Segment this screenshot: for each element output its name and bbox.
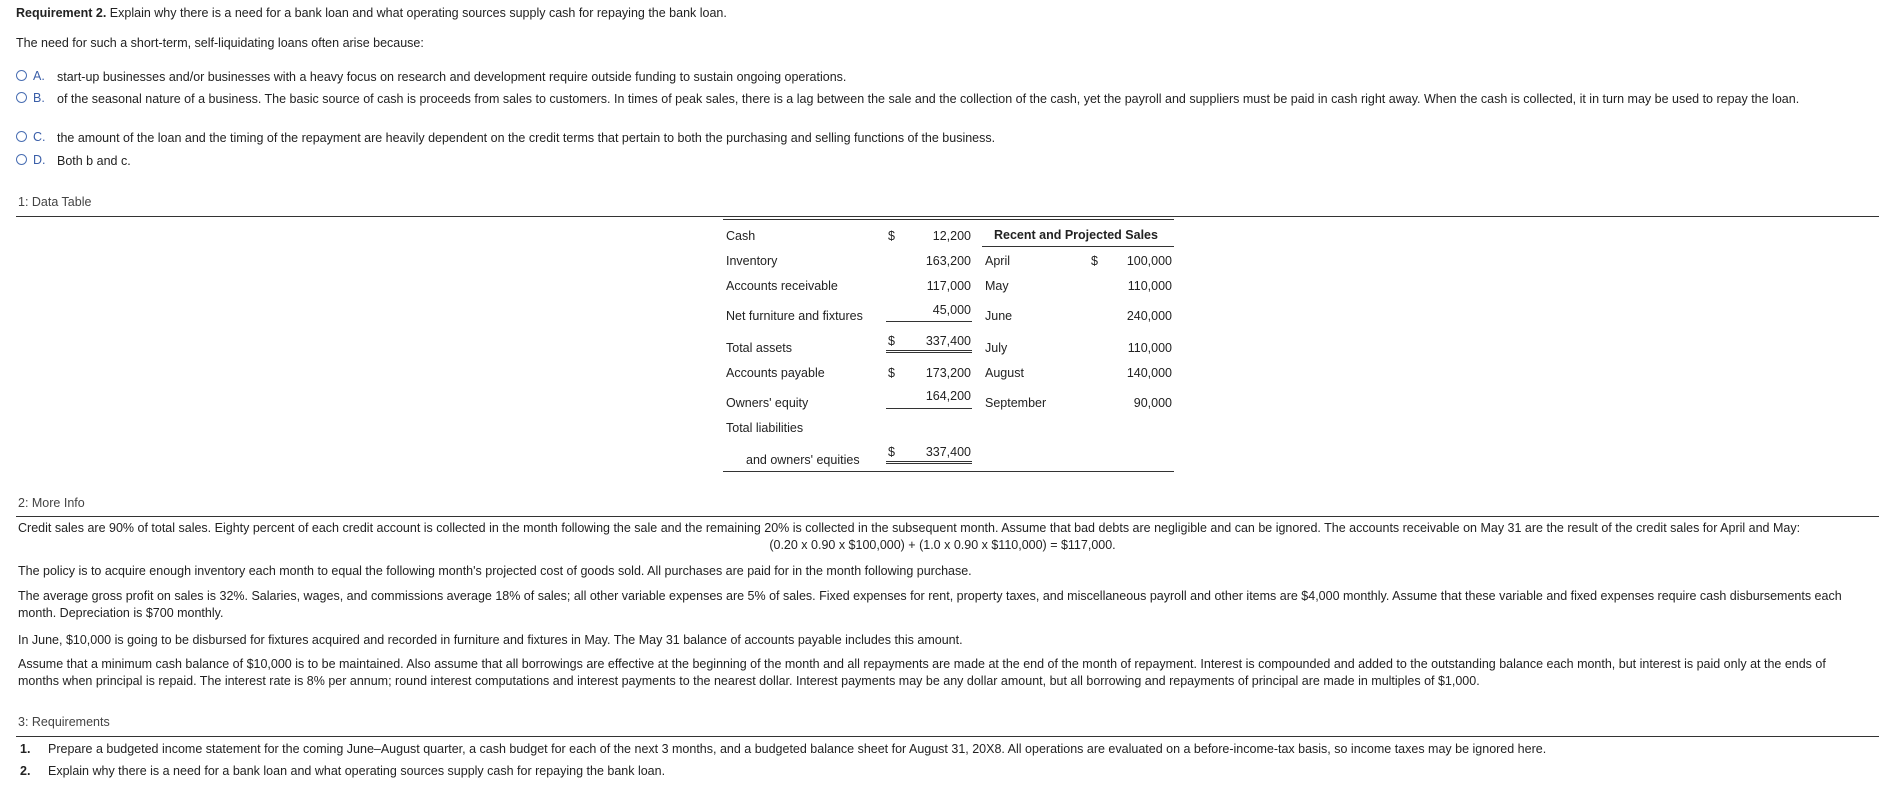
sales-month: July <box>985 341 1008 355</box>
requirement-item <box>20 764 665 778</box>
balance-label: Accounts payable <box>726 366 825 380</box>
total-double-rule <box>886 461 972 464</box>
more-info-title: 2: More Info <box>18 496 85 510</box>
balance-label: Owners' equity <box>726 396 809 410</box>
cash-balance-text: Assume that a minimum cash balance of $10,000 is to be maintained. Also assume that all borrowings are effective at the beginning of the month and all repayments are made at the end of the month of repayment. Interest is compounded and added to the outstanding balance each month, but interest is paid only at the ends of months when principal is repaid. The interest rate is 8% per annum; round interest computations and interest payments to the nearest dollar. Interest payments may be any dollar amount, but all borrowing and repayments of principal are made in multiples of $1,000. <box>18 657 1826 688</box>
section-divider <box>16 516 1879 517</box>
balance-value: 12,200 <box>932 229 971 243</box>
option-letter: C. <box>33 130 46 144</box>
balance-value: 45,000 <box>932 303 971 317</box>
gross-profit-text: The average gross profit on sales is 32%. Salaries, wages, and commissions average 18% of sales; all other variable expenses are 5% of sales. Fixed expenses for rent, property taxes, and miscellaneous payroll and other items are $4,000 monthly. Assume that these variable and fixed expenses require cash disbursements each month. Depreciation is $700 monthly. <box>18 589 1842 620</box>
receivable-formula: (0.20 x 0.90 x $100,000) + (1.0 x 0.90 x $110,000) = $117,000. <box>769 538 1116 552</box>
option-text: start-up businesses and/or businesses with a heavy focus on research and development require outside funding to sustain ongoing operations. <box>57 70 847 84</box>
table-bottom-rule <box>723 471 1174 472</box>
table-top-rule <box>723 219 1174 220</box>
requirement-label: Requirement 2. <box>16 6 107 20</box>
sales-value: 100,000 <box>1126 254 1172 268</box>
requirement-number: 2. <box>20 764 31 778</box>
balance-currency: $ <box>888 334 895 348</box>
balance-label: Inventory <box>726 254 778 268</box>
radio-circle-icon[interactable] <box>16 92 27 103</box>
requirement-title <box>16 6 727 20</box>
balance-currency: $ <box>888 366 895 380</box>
option-letter: B. <box>33 91 45 105</box>
option-letter: A. <box>33 69 45 83</box>
balance-currency: $ <box>888 229 895 243</box>
sales-value: 140,000 <box>1126 366 1172 380</box>
balance-label: Cash <box>726 229 756 243</box>
sales-currency: $ <box>1091 254 1098 268</box>
requirement-item-text: Explain why there is a need for a bank loan and what operating sources supply cash for repaying the bank loan. <box>48 764 666 778</box>
sales-header-rule <box>982 246 1174 247</box>
question-text: The need for such a short-term, self-liquidating loans often arise because: <box>16 36 424 50</box>
section-divider <box>16 736 1879 737</box>
option-a[interactable] <box>16 69 1859 85</box>
balance-value: 337,400 <box>925 445 971 459</box>
more-info-paragraph <box>18 520 1867 554</box>
balance-value: 173,200 <box>925 366 971 380</box>
sales-month: June <box>985 309 1013 323</box>
balance-label: Net furniture and fixtures <box>726 309 863 323</box>
sales-month: August <box>985 366 1024 380</box>
radio-circle-icon[interactable] <box>16 70 27 81</box>
requirements-title: 3: Requirements <box>18 715 110 729</box>
credit-sales-text: Credit sales are 90% of total sales. Eighty percent of each credit account is collected in the month following the sale and the remaining 20% is collected in the subsequent month. Assume that bad debts are negligible and can be ignored. The accounts receivable on May 31 are the result of the credit sales for April and May: <box>18 521 1801 535</box>
sales-month: April <box>985 254 1011 268</box>
sales-header: Recent and Projected Sales <box>994 228 1158 242</box>
fixtures-text: In June, $10,000 is going to be disbursed for fixtures acquired and recorded in furniture and fixtures in May. The May 31 balance of accounts payable includes this amount. <box>18 633 963 647</box>
option-c[interactable] <box>16 130 1859 146</box>
total-double-rule <box>886 350 972 353</box>
option-text: the amount of the loan and the timing of the repayment are heavily dependent on the credit terms that pertain to both the purchasing and selling functions of the business. <box>57 131 996 145</box>
option-b[interactable] <box>16 91 1859 107</box>
sales-month: May <box>985 279 1009 293</box>
requirement-item-text: Prepare a budgeted income statement for the coming June–August quarter, a cash budget for each of the next 3 months, and a budgeted balance sheet for August 31, 20X8. All operations are evaluated on a before-income-tax basis, so income taxes may be ignored here. <box>48 742 1547 756</box>
section-divider <box>16 216 1879 217</box>
data-table-title: 1: Data Table <box>18 195 92 209</box>
radio-circle-icon[interactable] <box>16 131 27 142</box>
balance-currency: $ <box>888 445 895 459</box>
balance-value: 337,400 <box>925 334 971 348</box>
balance-value: 163,200 <box>925 254 971 268</box>
balance-label: Total liabilities <box>726 421 804 435</box>
option-d[interactable] <box>16 153 1859 169</box>
requirement-text: Explain why there is a need for a bank loan and what operating sources supply cash for repaying the bank loan. <box>109 6 727 20</box>
balance-label: and owners' equities <box>746 453 860 467</box>
inventory-policy-text: The policy is to acquire enough inventory each month to equal the following month's projected cost of goods sold. All purchases are paid for in the month following purchase. <box>18 564 972 578</box>
balance-value: 117,000 <box>926 279 971 293</box>
sales-value: 110,000 <box>1127 279 1172 293</box>
sales-value: 110,000 <box>1127 341 1172 355</box>
sales-value: 240,000 <box>1126 309 1172 323</box>
balance-label: Total assets <box>726 341 793 355</box>
subtotal-rule <box>886 408 972 409</box>
balance-label: Accounts receivable <box>726 279 838 293</box>
sales-value: 90,000 <box>1133 396 1172 410</box>
option-letter: D. <box>33 153 46 167</box>
radio-circle-icon[interactable] <box>16 154 27 165</box>
balance-value: 164,200 <box>925 389 971 403</box>
option-text: Both b and c. <box>57 154 131 168</box>
requirement-item <box>20 742 1546 756</box>
subtotal-rule <box>886 321 972 322</box>
requirement-number: 1. <box>20 742 31 756</box>
sales-month: September <box>985 396 1047 410</box>
option-text: of the seasonal nature of a business. The basic source of cash is proceeds from sales to customers. In times of peak sales, there is a lag between the sale and the collection of the cash, yet the payroll and suppliers must be paid in cash right away. When the cash is collected, it in turn may be used to repay the loan. <box>57 92 1800 106</box>
